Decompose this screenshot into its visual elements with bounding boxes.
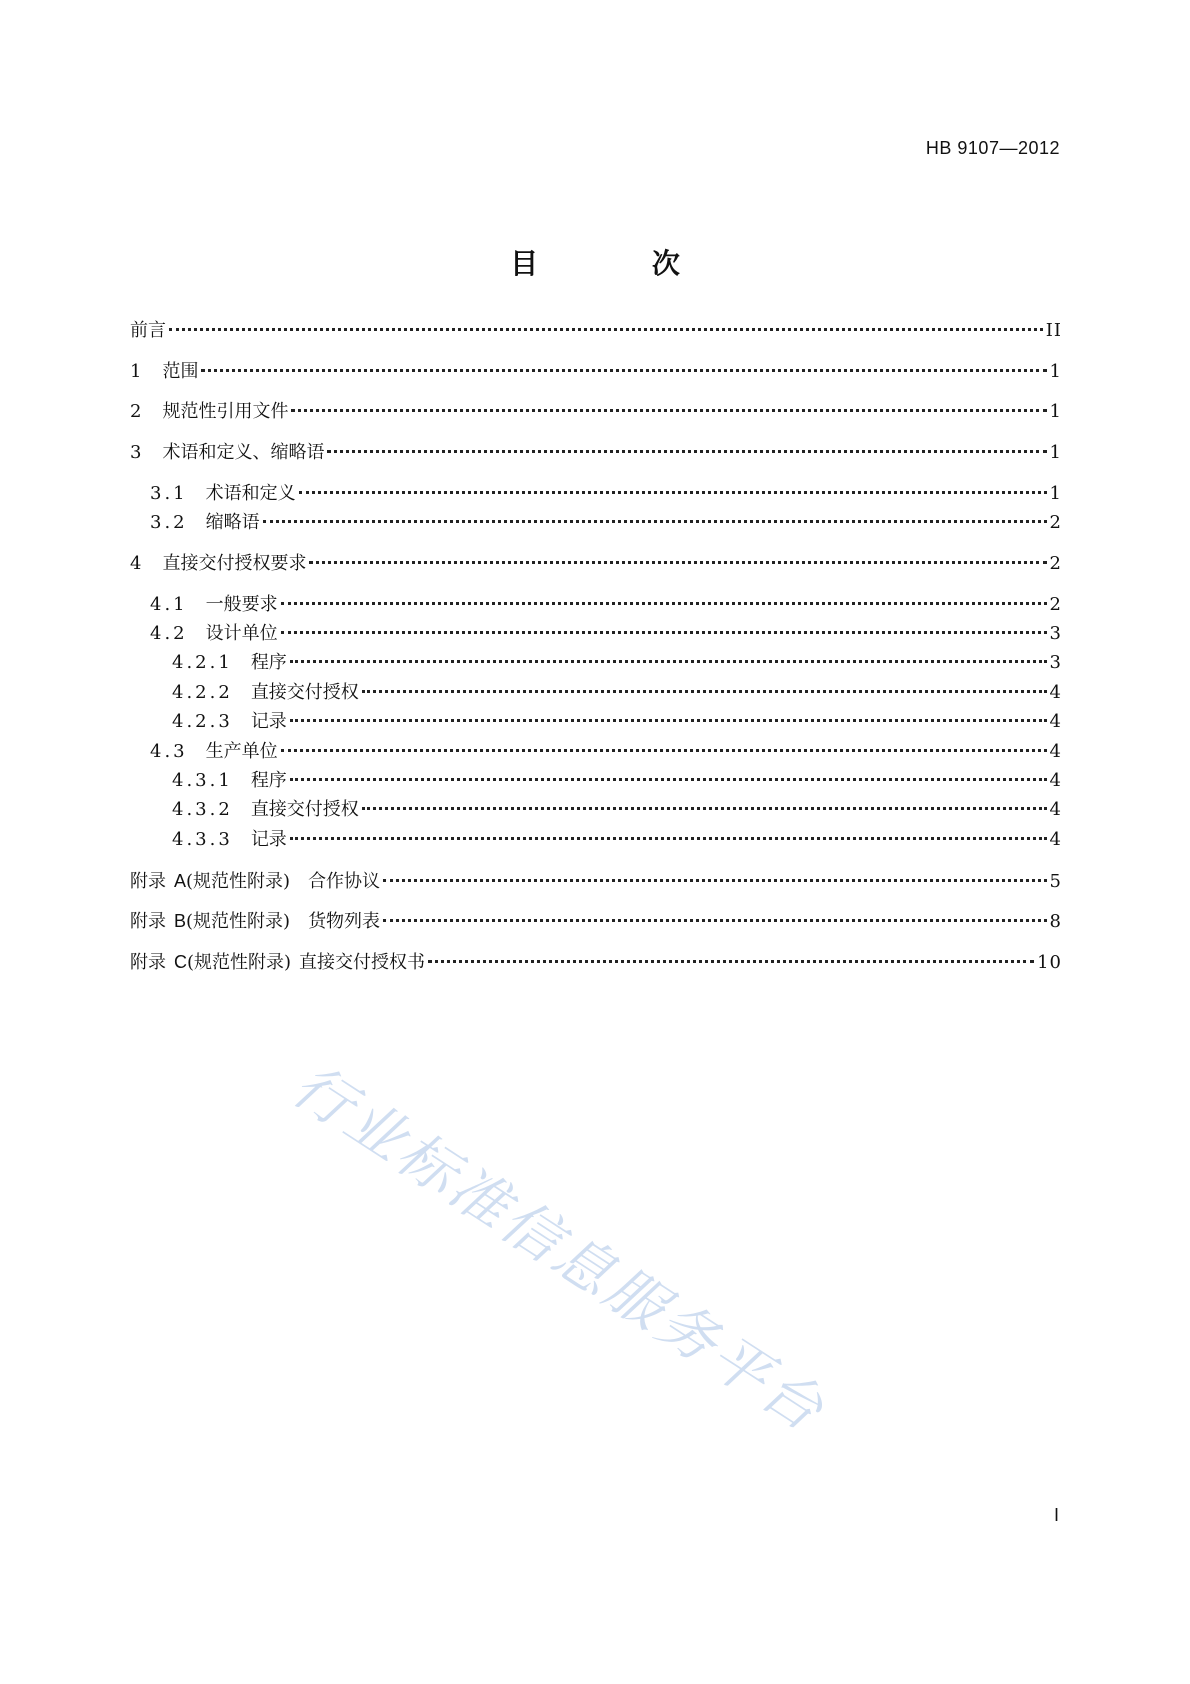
toc-entry-label: 程序 [250, 770, 287, 791]
toc-entry-4-3-3[interactable] [172, 827, 1062, 853]
toc-entry-page: 1 [1049, 442, 1062, 463]
toc-entry-label: 术语和定义、缩略语 [162, 442, 325, 463]
dot-leader [290, 660, 1047, 663]
toc-entry-page: 4 [1049, 711, 1062, 732]
toc-entry-4-3-2[interactable] [172, 797, 1062, 823]
toc-entry-number: 4.1 [150, 594, 188, 615]
annex-letter: A [174, 871, 187, 891]
dot-leader [327, 450, 1046, 453]
toc-entry-number: 4.2.3 [172, 711, 233, 732]
toc-entry-4-3-1[interactable] [172, 768, 1062, 794]
toc-entry-4[interactable] [130, 551, 1062, 577]
toc-entry-4-3[interactable] [150, 739, 1062, 765]
toc-entry-4-2[interactable] [150, 621, 1062, 647]
toc-entry-3[interactable] [130, 440, 1062, 466]
toc-entry-number: 4.3 [150, 741, 188, 762]
dot-leader [291, 409, 1046, 412]
toc-entry-4-2-1[interactable] [172, 650, 1062, 676]
watermark: 行业标准信息服务平台 [280, 1050, 838, 1446]
toc-entry-label: 缩略语 [205, 512, 260, 533]
toc-entry-page: 5 [1049, 871, 1062, 892]
dot-leader [428, 960, 1034, 963]
toc-entry-label: 直接交付授权书 [299, 952, 426, 973]
annex-letter: C [174, 952, 187, 972]
page-number: I [1053, 1505, 1059, 1525]
toc-entry-label: 设计单位 [205, 623, 278, 644]
dot-leader [201, 369, 1046, 372]
toc-entry-page: 4 [1049, 829, 1062, 850]
toc-entry-page: 3 [1049, 652, 1062, 673]
toc-entry-label: 术语和定义 [205, 483, 296, 504]
toc-entry-page: 10 [1037, 952, 1062, 973]
toc-entry-label: 范围 [162, 361, 199, 382]
toc-entry-page: 1 [1049, 401, 1062, 422]
dot-leader [290, 778, 1047, 781]
annex-type: (规范性附录) [186, 911, 291, 932]
dot-leader [383, 879, 1046, 882]
dot-leader [281, 631, 1047, 634]
toc-entry-page: 4 [1049, 682, 1062, 703]
dot-leader [299, 491, 1047, 494]
toc-title: 目 次 [510, 247, 732, 280]
toc-entry-label: 记录 [250, 711, 287, 732]
toc-entry-number: 1 [130, 361, 145, 382]
dot-leader [362, 807, 1047, 810]
toc-entry-page: 4 [1049, 770, 1062, 791]
toc-entry-4-1[interactable] [150, 592, 1062, 618]
toc-entry-number: 3 [130, 442, 145, 463]
toc-entry-page: 4 [1049, 741, 1062, 762]
toc-entry-label: 程序 [250, 652, 287, 673]
toc-entry-number: 3.2 [150, 512, 188, 533]
toc-entry-number: 4.3.1 [172, 770, 233, 791]
toc-entry-annex-a[interactable] [130, 868, 1062, 894]
toc-entry-number: 3.1 [150, 483, 188, 504]
dot-leader [362, 690, 1047, 693]
toc-entry-foreword[interactable] [130, 318, 1062, 344]
toc-entry-label: 货物列表 [308, 911, 381, 932]
toc-entry-annex-c[interactable] [130, 949, 1062, 975]
toc-entry-3-2[interactable] [150, 510, 1062, 536]
toc-entry-label: 生产单位 [205, 741, 278, 762]
toc-entry-page: 1 [1049, 361, 1062, 382]
dot-leader [290, 719, 1047, 722]
dot-leader [281, 749, 1047, 752]
toc-entry-number: 4.3.3 [172, 829, 233, 850]
toc-entry-4-2-3[interactable] [172, 709, 1062, 735]
toc-entry-label: 直接交付授权要求 [162, 553, 307, 574]
toc-entry-annex-b[interactable] [130, 908, 1062, 934]
dot-leader [290, 837, 1047, 840]
toc-entry-page: 3 [1049, 623, 1062, 644]
toc-entry-page: 8 [1049, 911, 1062, 932]
toc-entry-number: 2 [130, 401, 145, 422]
toc-entry-number: 4.2.1 [172, 652, 233, 673]
toc-entry-4-2-2[interactable] [172, 680, 1062, 706]
standard-code: HB 9107—2012 [925, 138, 1060, 158]
annex-type: (规范性附录) [187, 952, 292, 973]
dot-leader [383, 919, 1046, 922]
annex-letter: B [174, 911, 187, 931]
dot-leader [281, 602, 1047, 605]
toc-entry-label: 规范性引用文件 [162, 401, 289, 422]
toc-entry-label: 直接交付授权 [250, 682, 359, 703]
annex-prefix: 附录 [130, 871, 166, 892]
toc-entry-label: 合作协议 [308, 871, 381, 892]
toc-entry-page: 1 [1049, 483, 1062, 504]
toc-entry-page: 2 [1049, 594, 1062, 615]
toc-entry-page: 2 [1049, 512, 1062, 533]
toc-entry-3-1[interactable] [150, 481, 1062, 507]
dot-leader [263, 520, 1047, 523]
annex-prefix: 附录 [130, 911, 166, 932]
toc-entry-number: 4.2.2 [172, 682, 233, 703]
toc-entry-label: 前言 [130, 320, 166, 341]
toc-entry-label: 一般要求 [205, 594, 278, 615]
toc-entry-number: 4.3.2 [172, 799, 233, 820]
toc-entry-label: 直接交付授权 [250, 799, 359, 820]
toc-entry-2[interactable] [130, 399, 1062, 425]
toc-entry-page: II [1045, 320, 1062, 341]
toc-entry-label: 记录 [250, 829, 287, 850]
annex-prefix: 附录 [130, 952, 166, 973]
dot-leader [309, 561, 1046, 564]
toc-entry-number: 4.2 [150, 623, 188, 644]
toc-entry-page: 4 [1049, 799, 1062, 820]
toc-entry-number: 4 [130, 553, 145, 574]
dot-leader [169, 328, 1043, 331]
toc-entry-1[interactable] [130, 359, 1062, 385]
toc-entry-page: 2 [1049, 553, 1062, 574]
annex-type: (规范性附录) [186, 871, 291, 892]
